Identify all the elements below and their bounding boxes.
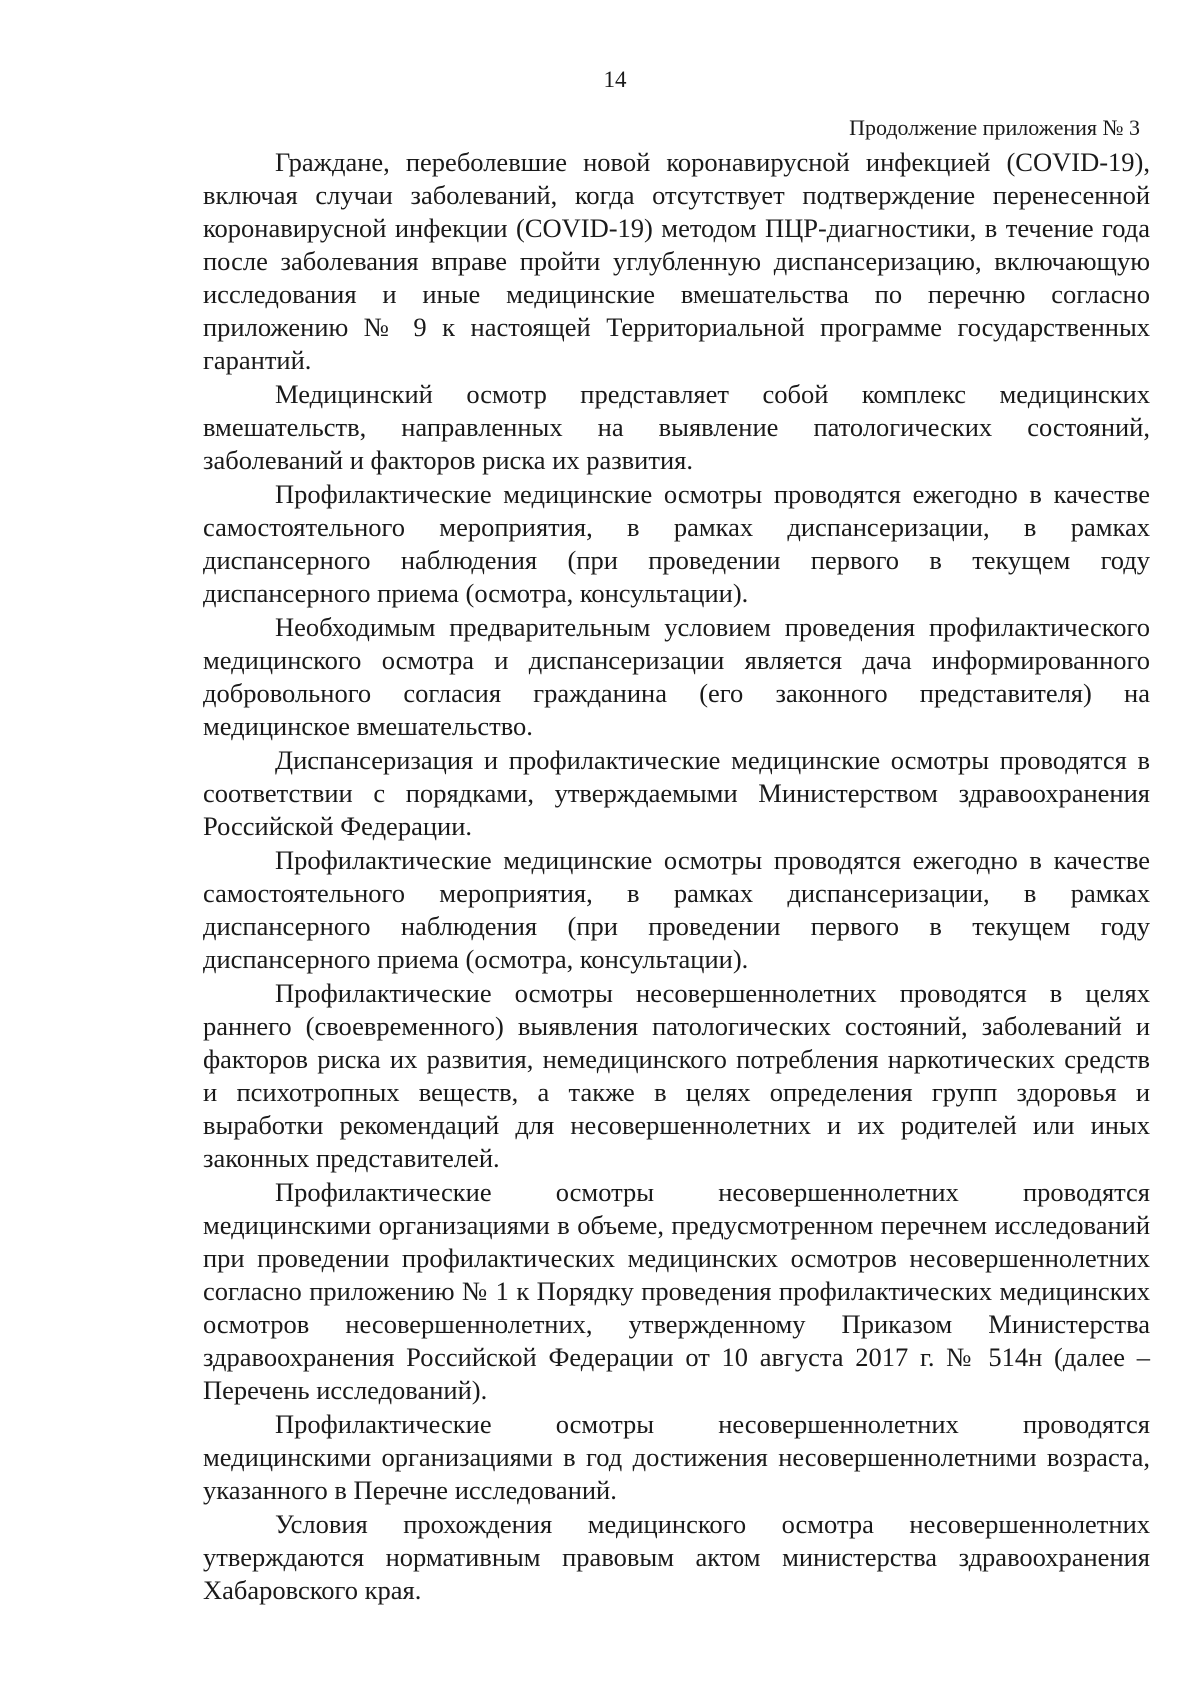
paragraph-preventive-exams-annual: Профилактические медицинские осмотры проводятся ежегодно в качестве самостоятельного мероприятия, в рамках диспансеризации, в рамках диспансерного наблюдения (при проведении первого в текущем году диспансерного приема (осмотра, консультации). xyxy=(203,479,1150,608)
paragraph-minors-exam-age: Профилактические осмотры несовершеннолетних проводятся медицинскими организациями в год достижения несовершеннолетними возраста, указанного в Перечне исследований. xyxy=(203,1409,1150,1505)
paragraph-medical-exam-definition: Медицинский осмотр представляет собой комплекс медицинских вмешательств, направленных на выявление патологических состояний, заболеваний и факторов риска их развития. xyxy=(203,379,1150,475)
document-body xyxy=(203,146,1150,1608)
paragraph-covid-dispensarization: Граждане, переболевшие новой коронавирусной инфекцией (COVID-19), включая случаи заболеваний, когда отсутствует подтверждение перенесенной коронавирусной инфекции (COVID-19) методом ПЦР-диагностики, в течение года после заболевания вправе пройти углубленную диспансеризацию, включающую исследования и иные медицинские вмешательства по перечню согласно приложению № 9 к настоящей Территориальной программе государственных гарантий. xyxy=(203,147,1150,375)
paragraph-informed-consent: Необходимым предварительным условием проведения профилактического медицинского осмотра и диспансеризации является дача информированного добровольного согласия гражданина (его законного представителя) на медицинское вмешательство. xyxy=(203,612,1150,741)
paragraph-minors-exam-purpose: Профилактические осмотры несовершеннолетних проводятся в целях раннего (своевременного) выявления патологических состояний, заболеваний и факторов риска их развития, немедицинского потребления наркотических средств и психотропных веществ, а также в целях определения групп здоровья и выработки рекомендаций для несовершеннолетних и их родителей или иных законных представителей. xyxy=(203,978,1150,1173)
page-number: 14 xyxy=(603,67,627,92)
paragraph-minors-exam-scope: Профилактические осмотры несовершеннолетних проводятся медицинскими организациями в объеме, предусмотренном перечнем исследований при проведении профилактических медицинских осмотров несовершеннолетних согласно приложению № 1 к Порядку проведения профилактических медицинских осмотров несовершеннолетних, утвержденному Приказом Министерства здравоохранения Российской Федерации от 10 августа 2017 г. № 514н (далее – Перечень исследований). xyxy=(203,1177,1150,1405)
paragraph-minors-exam-conditions: Условия прохождения медицинского осмотра несовершеннолетних утверждаются нормативным правовым актом министерства здравоохранения Хабаровского края. xyxy=(203,1509,1150,1605)
paragraph-ministry-procedures: Диспансеризация и профилактические медицинские осмотры проводятся в соответствии с порядками, утверждаемыми Министерством здравоохранения Российской Федерации. xyxy=(203,745,1150,841)
paragraph-preventive-exams-annual-repeat: Профилактические медицинские осмотры проводятся ежегодно в качестве самостоятельного мероприятия, в рамках диспансеризации, в рамках диспансерного наблюдения (при проведении первого в текущем году диспансерного приема (осмотра, консультации). xyxy=(203,845,1150,974)
appendix-continuation-label: Продолжение приложения № 3 xyxy=(849,115,1140,140)
